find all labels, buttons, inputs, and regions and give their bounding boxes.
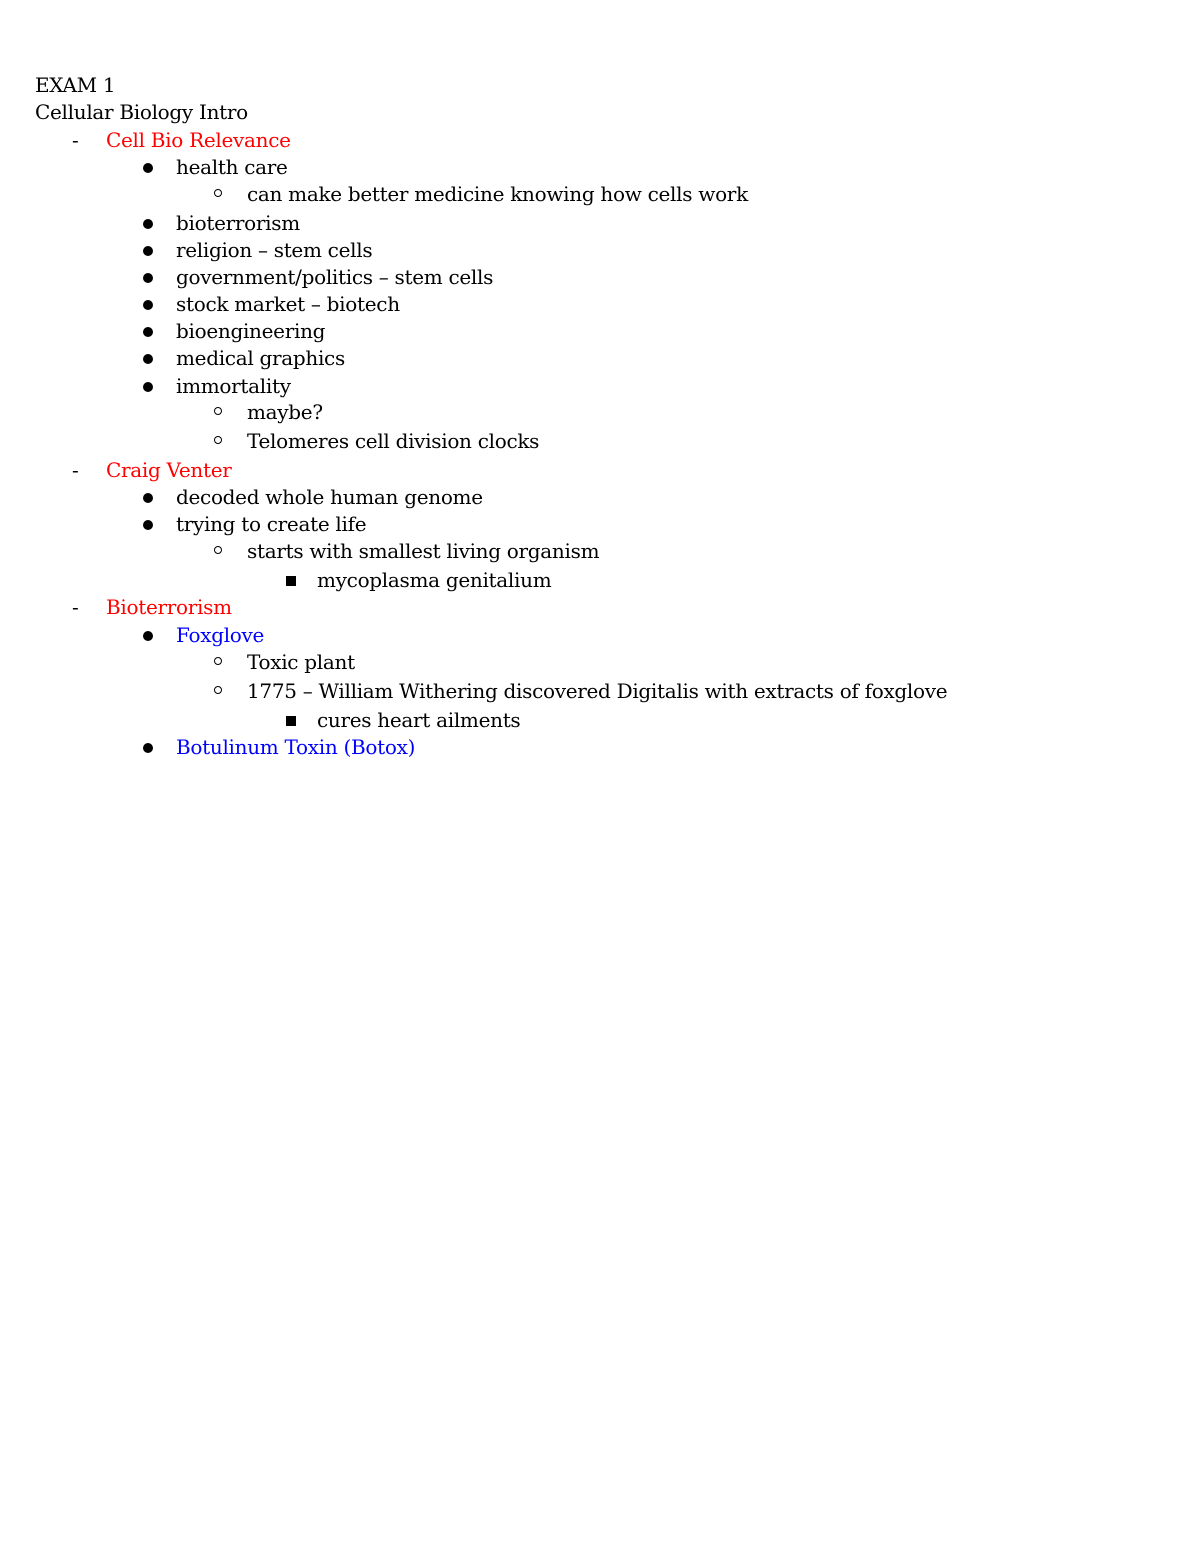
bullet-disc-icon xyxy=(143,219,153,229)
bullet-circle-icon xyxy=(214,436,222,444)
list-item: Foxglove xyxy=(176,623,265,647)
section-heading: Craig Venter xyxy=(106,458,232,482)
list-item: religion – stem cells xyxy=(176,238,373,262)
bullet-circle-icon xyxy=(214,407,222,415)
section-dash-marker: - xyxy=(72,458,79,482)
list-item: Telomeres cell division clocks xyxy=(247,429,540,453)
section-heading: Bioterrorism xyxy=(106,595,232,619)
list-item: starts with smallest living organism xyxy=(247,539,600,563)
bullet-circle-icon xyxy=(214,546,222,554)
list-item: mycoplasma genitalium xyxy=(317,568,552,592)
list-item: medical graphics xyxy=(176,346,345,370)
bullet-circle-icon xyxy=(214,657,222,665)
document-subtitle: Cellular Biology Intro xyxy=(35,100,248,124)
bullet-disc-icon xyxy=(143,246,153,256)
document-title: EXAM 1 xyxy=(35,73,116,97)
bullet-disc-icon xyxy=(143,382,153,392)
list-item: cures heart ailments xyxy=(317,708,521,732)
list-item: trying to create life xyxy=(176,512,367,536)
section-dash-marker: - xyxy=(72,595,79,619)
list-item: bioterrorism xyxy=(176,211,300,235)
list-item: government/politics – stem cells xyxy=(176,265,494,289)
list-item: Botulinum Toxin (Botox) xyxy=(176,735,416,759)
bullet-disc-icon xyxy=(143,273,153,283)
bullet-circle-icon xyxy=(214,189,222,197)
bullet-disc-icon xyxy=(143,163,153,173)
section-dash-marker: - xyxy=(72,128,79,152)
list-item: bioengineering xyxy=(176,319,326,343)
bullet-disc-icon xyxy=(143,327,153,337)
bullet-disc-icon xyxy=(143,300,153,310)
list-item: decoded whole human genome xyxy=(176,485,483,509)
list-item: stock market – biotech xyxy=(176,292,400,316)
bullet-circle-icon xyxy=(214,686,222,694)
list-item: immortality xyxy=(176,374,291,398)
bullet-disc-icon xyxy=(143,520,153,530)
bullet-disc-icon xyxy=(143,631,153,641)
bullet-disc-icon xyxy=(143,354,153,364)
section-heading: Cell Bio Relevance xyxy=(106,128,291,152)
list-item: health care xyxy=(176,155,288,179)
list-item: maybe? xyxy=(247,400,323,424)
list-item: 1775 – William Withering discovered Digitalis with extracts of foxglove xyxy=(247,679,948,703)
bullet-disc-icon xyxy=(143,743,153,753)
bullet-square-icon xyxy=(286,716,296,726)
bullet-square-icon xyxy=(286,576,296,586)
bullet-disc-icon xyxy=(143,493,153,503)
list-item: can make better medicine knowing how cells work xyxy=(247,182,748,206)
list-item: Toxic plant xyxy=(247,650,355,674)
